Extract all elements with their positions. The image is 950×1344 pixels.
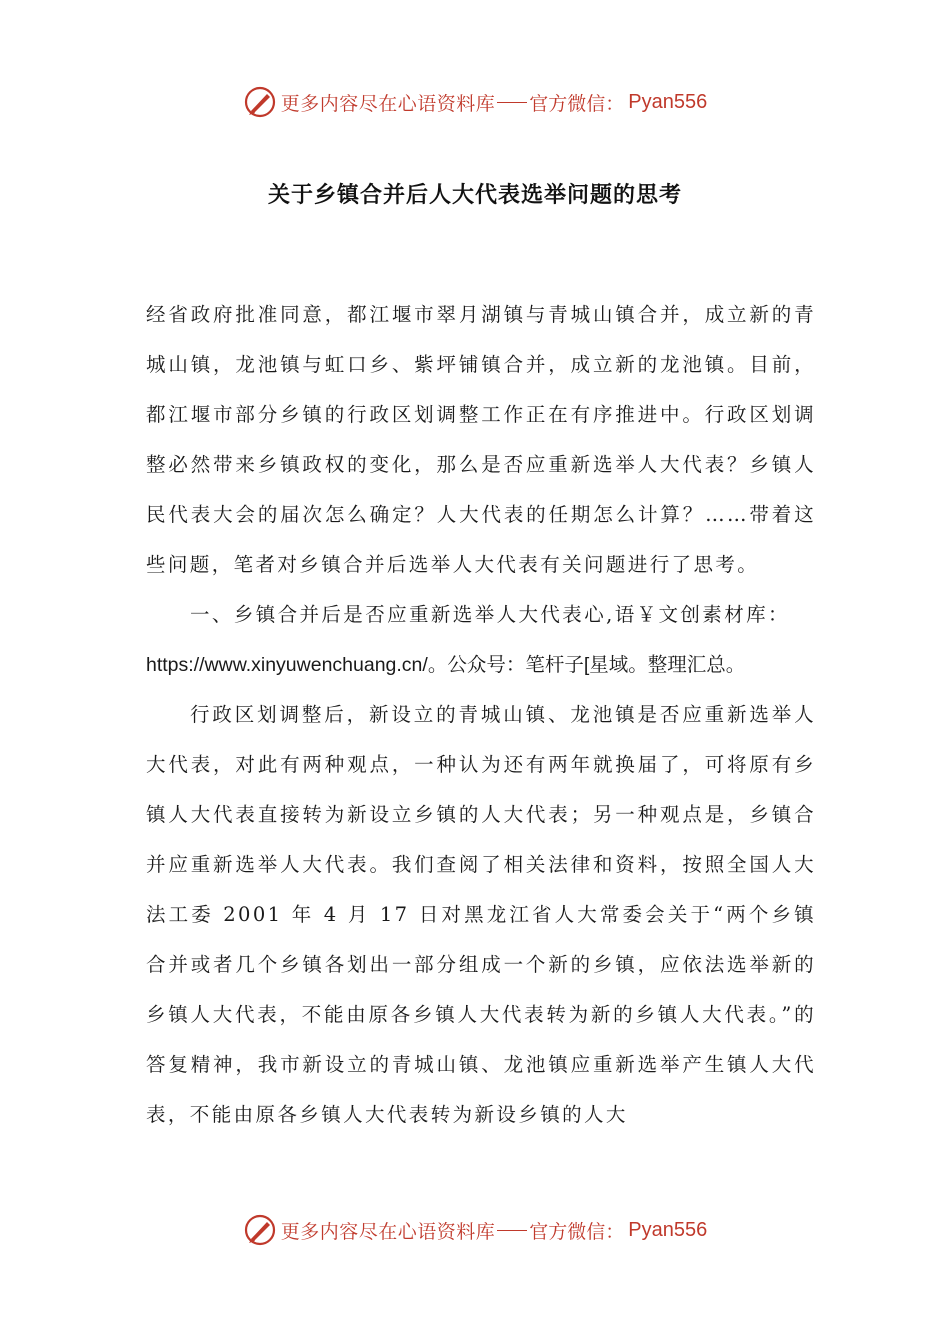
banner-dash	[497, 1230, 527, 1231]
banner-label: 官方微信：	[529, 92, 625, 115]
quill-pen-logo-icon	[243, 1213, 277, 1247]
paragraph-body: 行政区划调整后，新设立的青城山镇、龙池镇是否应重新选举人大代表，对此有两种观点，一种认为还有两年就换届了，可将原有乡镇人大代表直接转为新设立乡镇的人大代表；另一种观点是，乡镇合并应重新选举人大代表。我们查阅了相关法律和资料，按照全国人大法工委 2001 年 4 月 17 日对黑龙江省人大常委会关于“两个乡镇合并或者几个乡镇各划出一部分组成一个新的乡镇，应依法选举新的乡镇人大代表，不能由原各乡镇人大代表转为新的乡镇人大代表。”的答复精神，我市新设立的青城山镇、龙池镇应重新选举产生镇人大代表，不能由原各乡镇人大代表转为新设乡镇的人大	[146, 703, 816, 1126]
document-body	[146, 290, 816, 1140]
banner-text: 更多内容尽在心语资料库	[280, 92, 496, 115]
paragraph-intro: 经省政府批准同意，都江堰市翠月湖镇与青城山镇合并，成立新的青城山镇，龙池镇与虹口乡、紫坪铺镇合并，成立新的龙池镇。目前，都江堰市部分乡镇的行政区划调整工作正在有序推进中。行政区划调整必然带来乡镇政权的变化，那么是否应重新选举人大代表？乡镇人民代表大会的届次怎么确定？人大代表的任期怎么计算？……带着这些问题，笔者对乡镇合并后选举人大代表有关问题进行了思考。	[146, 303, 816, 576]
quill-pen-logo-icon	[243, 85, 277, 119]
banner-wechat-id: Pyan556	[628, 1218, 708, 1241]
source-url-line: https://www.xinyuwenchuang.cn/。公众号：笔杆子[星域。整理汇总。	[146, 654, 746, 676]
section-heading-1: 一、乡镇合并后是否应重新选举人大代表心,语￥文创素材库：	[190, 603, 790, 626]
banner-dash	[497, 102, 527, 103]
banner-text: 更多内容尽在心语资料库	[280, 1220, 496, 1243]
document-title: 关于乡镇合并后人大代表选举问题的思考	[267, 183, 682, 208]
banner-label: 官方微信：	[529, 1220, 625, 1243]
header-banner	[0, 80, 950, 124]
banner-wechat-id: Pyan556	[628, 90, 708, 113]
footer-banner	[0, 1208, 950, 1252]
